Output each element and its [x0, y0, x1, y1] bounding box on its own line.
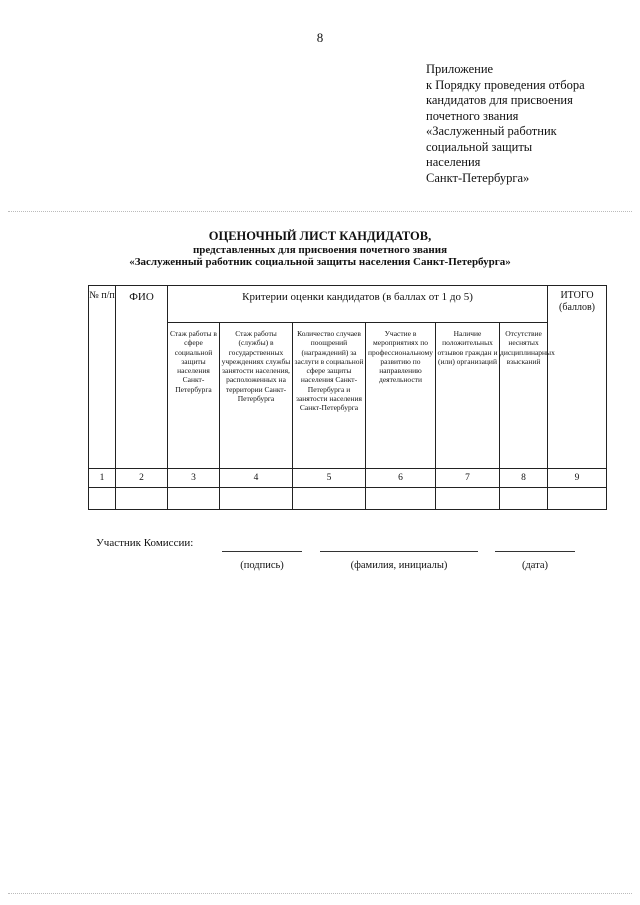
document-title — [0, 228, 640, 269]
empty-cell[interactable] — [220, 488, 293, 510]
empty-cell[interactable] — [366, 488, 436, 510]
table-header-row — [89, 286, 607, 323]
criterion-cell: Стаж работы в сфере социальной защиты населения Санкт-Петербурга — [168, 323, 220, 469]
empty-cell[interactable] — [89, 488, 116, 510]
name-line[interactable] — [320, 551, 478, 552]
criterion-cell: Наличие положительных отзывов граждан и (или) организаций — [436, 323, 500, 469]
table-column-numbers-row — [89, 469, 607, 488]
criterion-cell: Стаж работы (службы) в государственных учреждениях службы занятости населения, расположенных на территории Санкт-Петербурга — [220, 323, 293, 469]
date-caption: (дата) — [521, 560, 549, 571]
column-number: 4 — [220, 469, 293, 488]
appendix-line: Санкт-Петербурга» — [426, 170, 530, 185]
appendix-block — [426, 62, 626, 186]
title-line-1: ОЦЕНОЧНЫЙ ЛИСТ КАНДИДАТОВ, — [208, 229, 432, 243]
header-num: № п/п — [89, 286, 116, 469]
criterion-cell: Количество случаев поощрений (награждений) за заслуги в социальной сфере защиты населения Санкт-Петербурга и занятости населения Санкт-Петербурга — [293, 323, 366, 469]
table-empty-row — [89, 488, 607, 510]
appendix-line: населения — [426, 155, 481, 169]
scan-artifact-line — [8, 211, 632, 212]
header-fio: ФИО — [116, 286, 168, 469]
empty-cell[interactable] — [116, 488, 168, 510]
empty-cell[interactable] — [548, 488, 607, 510]
name-caption: (фамилия, инициалы) — [350, 560, 448, 571]
criterion-cell: Отсутствие неснятых дисциплинарных взысканий — [500, 323, 548, 469]
title-line-3: «Заслуженный работник социальной защиты населения Санкт-Петербурга» — [129, 256, 511, 268]
commission-member-label: Участник Комиссии: — [96, 537, 194, 549]
appendix-line: почетного звания — [426, 108, 519, 123]
column-number: 3 — [168, 469, 220, 488]
column-number: 7 — [436, 469, 500, 488]
signature-caption: (подпись) — [240, 560, 284, 571]
page-number: 8 — [316, 30, 324, 45]
empty-cell[interactable] — [168, 488, 220, 510]
appendix-line: к Порядку проведения отбора — [426, 77, 585, 92]
column-number: 5 — [293, 469, 366, 488]
evaluation-table — [88, 285, 607, 510]
empty-cell[interactable] — [293, 488, 366, 510]
header-criteria: Критерии оценки кандидатов (в баллах от 1 до 5) — [168, 286, 548, 323]
title-line-2: представленных для присвоения почетного звания — [192, 244, 448, 256]
column-number: 2 — [116, 469, 168, 488]
column-number: 1 — [89, 469, 116, 488]
criterion-cell: Участие в мероприятиях по профессиональному развитию по направлению деятельности — [366, 323, 436, 469]
scan-artifact-line — [8, 893, 632, 894]
empty-cell[interactable] — [500, 488, 548, 510]
appendix-line: «Заслуженный работник — [426, 124, 557, 138]
column-number: 6 — [366, 469, 436, 488]
date-line[interactable] — [495, 551, 575, 552]
signature-line[interactable] — [222, 551, 302, 552]
header-total: ИТОГО (баллов) — [548, 286, 607, 469]
empty-cell[interactable] — [436, 488, 500, 510]
appendix-line: социальной защиты — [426, 139, 533, 154]
appendix-line: кандидатов для присвоения — [426, 93, 573, 107]
column-number: 9 — [548, 469, 607, 488]
appendix-line: Приложение — [426, 62, 494, 76]
column-number: 8 — [500, 469, 548, 488]
